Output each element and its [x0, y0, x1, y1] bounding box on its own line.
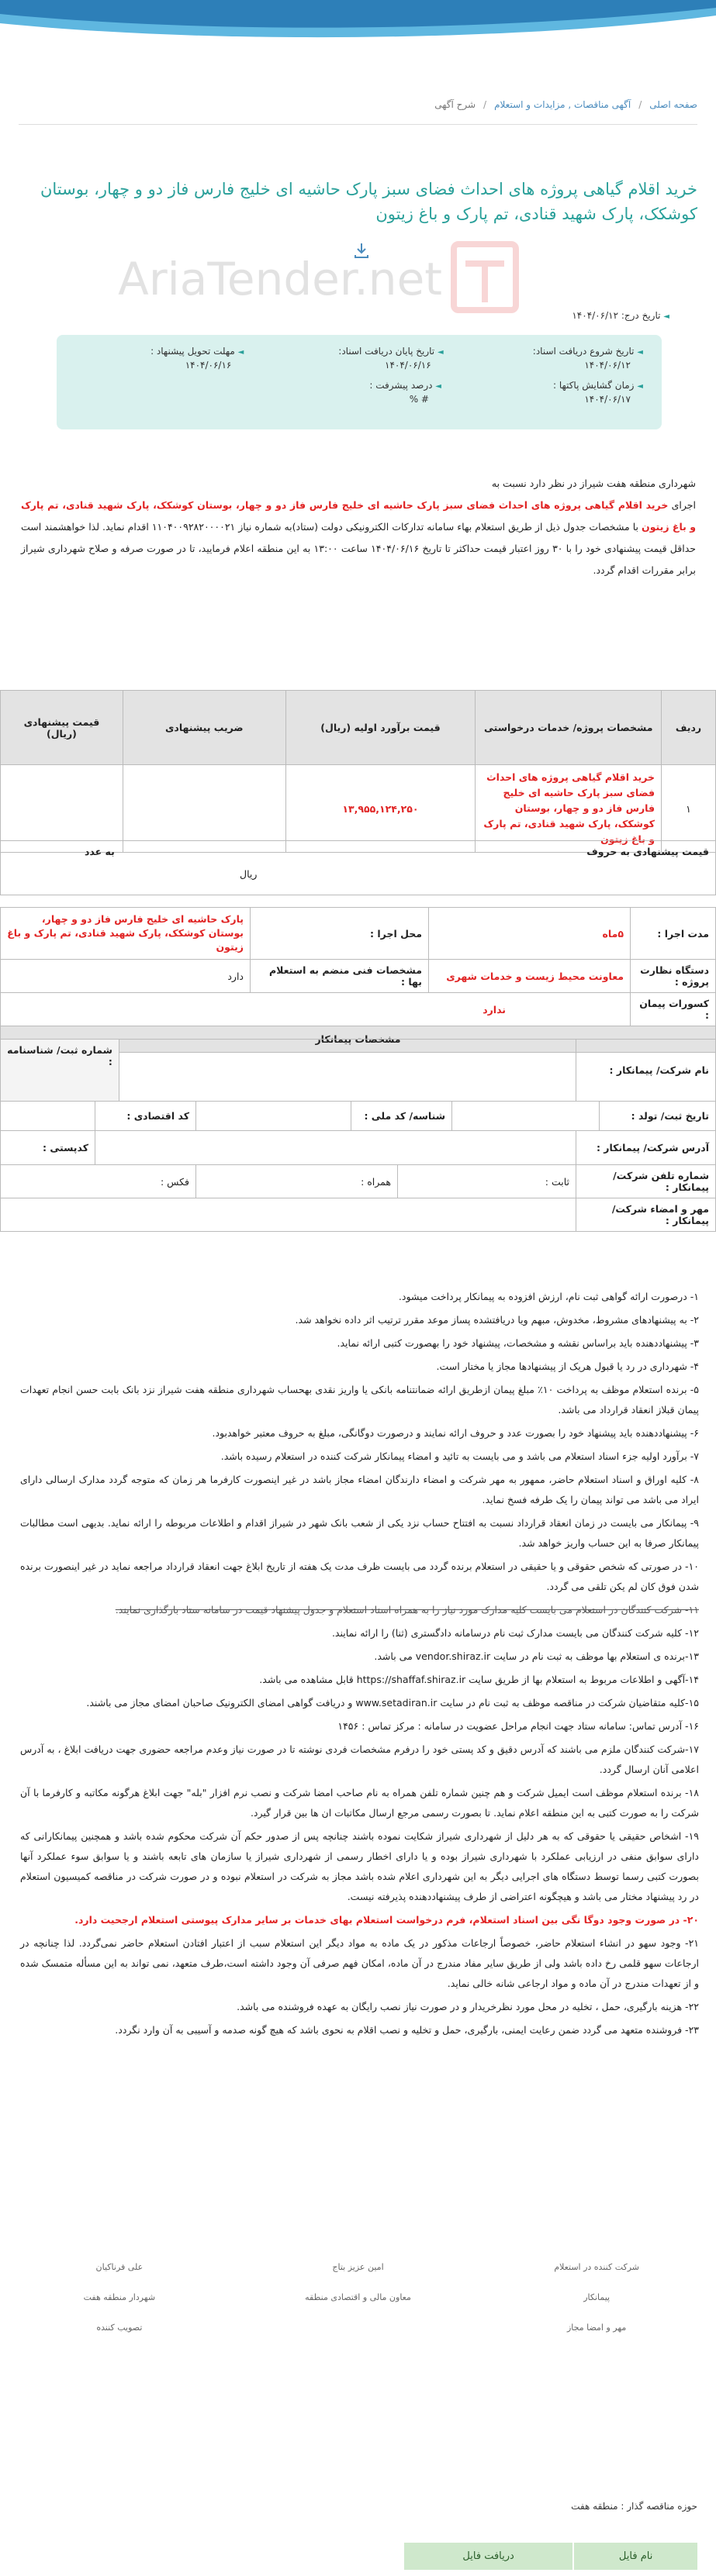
signature-label: تصویب کننده: [96, 2323, 143, 2333]
company-name-label: نام شرکت/ پیمانکار :: [576, 1040, 716, 1102]
condition-item: ۱- درصورت ارائه گواهی ثبت نام، ارزش افزوده به پیمانکار پرداخت میشود.: [398, 1291, 699, 1302]
progress-label: درصد پیشرفت :: [369, 380, 433, 391]
row-estimate: ۱۳,۹۵۵,۱۲۴,۲۵۰: [285, 765, 476, 853]
condition-item: ۱۷-شرکت کنندگان ملزم می باشند که آدرس دقیق و کد پستی خود را درفرم مشخصات فردی نوشته تا در صورت نیاز وعدم مراجعه حضوری جهت دریافت ابلاغ ، به آدرس اعلامی آنان ارسال گردد.: [20, 1743, 699, 1775]
col-index-header: ردیف: [662, 691, 716, 765]
breadcrumb-separator: /: [638, 99, 642, 110]
signature-label: [281, 2323, 436, 2333]
condition-item: ۱۴-آگهی و اطلاعات مربوط به استعلام بها از طریق سایت https://shaffaf.shiraz.ir قابل مشاهده می باشد.: [259, 1674, 699, 1685]
condition-item: ۵- برنده استعلام موظف به پرداخت ۱۰٪ مبلغ پیمان ازطریق ارائه ضمانتنامه بانکی یا واریز نقدی بهحساب شهرداری منطقه هفت شیراز نزد بانک بابت حسن انجام تعهدات پیمان قبلاز انعقاد قرارداد می باشد.: [20, 1384, 699, 1416]
header-wave: [0, 0, 716, 47]
condition-item: ۴- شهرداری در رد یا قبول هریک از پیشنهادها مجاز یا مختار است.: [436, 1360, 699, 1372]
reg-date-label: تاریخ ثبت/ تولد :: [600, 1102, 716, 1131]
condition-item: ۲۲- هزینه بارگیری، حمل ، تخلیه در محل مورد نظرخریدار و در صورت نیاز نصب رایگان به عهده فروشنده می باشد.: [237, 2001, 699, 2012]
breadcrumb: [19, 99, 697, 110]
mobile-cell[interactable]: [196, 1165, 398, 1198]
condition-item: ۱۵-کلیه متقاضیان شرکت در مناقصه موظف به ثبت نام در سایت www.setadiran.ir و دریافت گواهی امضای الکترونیک صاحبان امضای مجاز می باشند.: [86, 1697, 699, 1709]
signature-label: شرکت کننده در استعلام: [554, 2262, 640, 2272]
row-index: ۱: [662, 765, 716, 853]
row-coef-input[interactable]: [123, 765, 285, 853]
condition-item: ۲- به پیشنهادهای مشروط، مخدوش، مبهم ویا دریافتشده پساز موعد مقرر ترتیب اثر داده نخواهد شد.: [295, 1314, 699, 1326]
economic-code-label: کد اقتصادی :: [95, 1102, 196, 1131]
arrow-icon: ◄: [437, 348, 444, 357]
supervisor-value: معاونت محیط زیست و خدمات شهری: [429, 960, 631, 993]
download-icon[interactable]: [353, 242, 370, 259]
offer-words-table: [0, 840, 716, 895]
national-id-field[interactable]: [196, 1102, 351, 1131]
condition-item: ۱۲- کلیه شرکت کنندگان می بایست مدارک ثبت نام درسامانه دادگستری (ثنا) را ارائه نمایند.: [331, 1627, 699, 1639]
tender-zone: [571, 2501, 697, 2512]
offer-words-label: قیمت پیشنهادی به حروف: [586, 846, 709, 857]
company-name-field[interactable]: [119, 1040, 576, 1102]
progress-value: # %: [409, 394, 429, 405]
tech-specs-label: مشخصات فنی منضم به استعلام بها :: [251, 960, 429, 993]
tender-info-box: [57, 335, 662, 429]
col-coef-header: ضریب پیشنهادی: [123, 691, 285, 765]
fax-label: فکس :: [161, 1175, 189, 1188]
deadline-value: ۱۴۰۴/۰۶/۱۶: [185, 360, 232, 371]
intro-line-1: شهرداری منطقه هفت شیراز در نظر دارد نسبت به: [491, 478, 696, 489]
offer-number-label: به عدد: [85, 846, 115, 857]
condition-item: ۱۳-برنده ی استعلام بها موظف به ثبت نام در سایت vendor.shiraz.ir می باشد.: [374, 1650, 699, 1662]
condition-item: ۱۱- شرکت کنندگان در استعلام می بایست کلیه مدارک مورد نیاز را به همراه اسناد استعلام و جدول پیشنهاد قیمت در سامانه ستاد بارگذاری نمایند.: [115, 1604, 699, 1616]
arrow-icon: ◄: [237, 348, 244, 357]
signature-label: مهر و امضا مجاز: [567, 2323, 627, 2333]
signature-label: شهردار منطقه هفت: [83, 2292, 156, 2302]
arrow-icon: ◄: [435, 382, 441, 391]
conditions-list: [20, 1287, 699, 2043]
end-date-value: ۱۴۰۴/۰۶/۱۶: [385, 360, 431, 371]
economic-code-field[interactable]: [1, 1102, 95, 1131]
row-desc: خرید اقلام گیاهی پروژه های احداث فضای سبز پارک حاشیه ای خلیج فارس فاز دو و چهار، بوستان کوشکک، پارک شهید قنادی، تم پارک و باغ زیتون: [476, 765, 662, 853]
files-table: [403, 2543, 697, 2570]
start-date-value: ۱۴۰۴/۰۶/۱۲: [584, 360, 631, 371]
file-download-header: دریافت فایل: [403, 2543, 573, 2570]
start-date-label: تاریخ شروع دریافت اسناد:: [532, 346, 635, 357]
phone-table: [0, 1164, 716, 1232]
intro-project-name: خرید اقلام گیاهی پروژه های احداث فضای سبز پارک حاشیه ای خلیج فارس فاز دو و چهار، بوستان کوشکک، پارک شهید قنادی، تم پارک و باغ زیتون: [21, 499, 697, 533]
opening-date-value: ۱۴۰۴/۰۶/۱۷: [584, 394, 631, 405]
condition-item: ۹- پیمانکار می بایست در زمان انعقاد قرارداد نسبت به افتتاح حساب نزد یکی از شعب بانک شهر در شیراز اقدام و اطلاعات مربوطه را ارائه نماید. بدیهی است مطالبات پیمانکار صرفا به این حساب واریز خواهد شد.: [20, 1517, 699, 1549]
condition-item: ۶- پیشنهاددهنده باید پیشنهاد خود را بصورت عدد و حروف ارائه نمایند و درصورت دوگانگی، مبلغ به حروف معتبر خواهدبود.: [212, 1427, 699, 1439]
address-label: آدرس شرکت/ پیمانکار :: [576, 1131, 716, 1165]
deductions-value: ندارد: [1, 993, 631, 1026]
project-details-table: [0, 907, 716, 1053]
breadcrumb-home[interactable]: صفحه اصلی: [649, 99, 697, 110]
condition-item: ۱۰- در صورتی که شخص حقوقی و یا حقیقی در استعلام برنده گردد می بایست ظرف مدت یک هفته از تاریخ ابلاغ جهت انعقاد قرارداد مراجعه نماید در غیر اینصورت برنده شدن فوق کان لم یکن تلقی می گردد.: [20, 1560, 699, 1592]
intro-paragraph: [21, 495, 696, 581]
watermark-text: AriaTender.net: [118, 253, 442, 305]
contractor-table: [0, 1039, 716, 1102]
duration-value: ۵ماه: [429, 908, 631, 960]
location-value: پارک حاشیه ای خلیج فارس فاز دو و چهار، بوستان کوشکک، پارک شهید قنادی، تم پارک و باغ زیتون: [1, 908, 251, 960]
condition-item: ۱۶- آدرس تماس: سامانه ستاد جهت انجام مراحل عضویت در سامانه : مرکز تماس : ۱۴۵۶: [337, 1720, 699, 1732]
address-table: [0, 1130, 716, 1165]
fixed-phone-label: ثابت :: [545, 1175, 569, 1188]
file-name-header: نام فایل: [573, 2543, 697, 2570]
arrow-icon: ◄: [637, 382, 643, 391]
contractor-section-header: مشخصات پیمانکار: [1, 1026, 716, 1053]
opening-date-label: زمان گشایش پاکتها :: [553, 380, 635, 391]
tech-specs-value: دارد: [1, 960, 251, 993]
address-field[interactable]: [95, 1131, 576, 1165]
condition-item: ۸- کلیه اوراق و اسناد استعلام حاضر، ممهور به مهر شرکت و امضاء دارندگان امضاء مجاز باشد در غیر اینصورت کارفرما هر زمان که متوجه گردد مدارک ارسالی دارای ایراد می باشد می تواند پیمان را یک طرفه فسخ نماید.: [20, 1474, 699, 1505]
breadcrumb-tenders[interactable]: آگهی مناقصات , مزایدات و استعلام: [494, 99, 631, 110]
col-estimate-header: قیمت برآورد اولیه (ریال): [285, 691, 476, 765]
zone-label: حوزه مناقصه گذار :: [621, 2501, 697, 2512]
deductions-label: کسورات پیمان :: [631, 993, 716, 1026]
contractor-ids-table: [0, 1101, 716, 1131]
issue-date: [572, 310, 669, 321]
row-offer-input[interactable]: [1, 765, 123, 853]
price-table: [0, 690, 716, 853]
signature-label: معاون مالی و اقتصادی منطقه: [305, 2292, 411, 2302]
breadcrumb-separator: /: [483, 99, 487, 110]
reg-date-field[interactable]: [452, 1102, 600, 1131]
intro-text: [21, 473, 696, 581]
col-desc-header: مشخصات پروژه/ خدمات درخواستی: [476, 691, 662, 765]
signature-label: علی فرناکیان: [95, 2262, 144, 2272]
fixed-phone-cell[interactable]: [398, 1165, 576, 1198]
end-date-label: تاریخ پایان دریافت اسناد:: [338, 346, 435, 357]
intro-body: با مشخصات جدول ذیل از طریق استعلام بهاء سامانه تدارکات الکترونیکی دولت (ستاد)به شماره نیاز ۱۱۰۴۰۰۹۲۸۲۰۰۰۰۲۱ اقدام نماید. لذا خواهشمند است حداقل قیمت پیشنهادی خود را با ۳۰ روز اعتبار قیمت حداکثر تا تاریخ ۱۴۰۴/۰۶/۱۶ ساعت ۱۳:۰۰ به این منطقه اعلام فرمایید، تا در صورت صرفه و صلاح شهرداری شیراز برابر مقررات اقدام گردد.: [21, 521, 696, 576]
duration-label: مدت اجرا :: [631, 908, 716, 960]
condition-item: ۱۸- برنده استعلام موظف است ایمیل شرکت و هم چنین شماره تلفن همراه به نام صاحب امضا شرکت و نصب نرم افزار "بله" جهت ابلاغ هرگونه مکاتبه و کارفرما با آن شرکت را به صورت کتبی به این منطقه اعلام نماید. تا بصورت رسمی مرجع ارسال مکاتبات ان ها بین قرار گیرد.: [20, 1787, 699, 1819]
mobile-label: همراه :: [361, 1175, 391, 1188]
seal-field[interactable]: [1, 1198, 576, 1232]
issue-date-value: ۱۴۰۴/۰۶/۱۲: [572, 310, 619, 321]
signature-label: پیمانکار: [583, 2292, 611, 2302]
phone-label: شماره تلفن شرکت/ پیمانکار :: [576, 1165, 716, 1198]
breadcrumb-current: شرح آگهی: [434, 99, 476, 110]
condition-item: ۷- برآورد اولیه جزء اسناد استعلام می باشد و می بایست به تائید و امضاء پیمانکار شرکت کننده در استعلام رسیده باشد.: [220, 1450, 699, 1462]
watermark-logo: [101, 233, 566, 318]
table-row: [1, 765, 716, 853]
arrow-icon: ◄: [663, 312, 669, 321]
registration-label: شماره ثبت/ شناسنامه :: [1, 1040, 119, 1102]
fax-cell[interactable]: [1, 1165, 196, 1198]
page-title: خرید اقلام گیاهی پروژه های احداث فضای سبز پارک حاشیه ای خلیج فارس فاز دو و چهار، بوستان کوشکک، پارک شهید قنادی، تم پارک و باغ زیتون: [40, 180, 697, 223]
intro-pre: اجرای: [668, 499, 696, 511]
signature-label: امین عزیز بتاج: [332, 2262, 384, 2272]
rial-label: ریال: [240, 868, 258, 880]
divider: [19, 124, 697, 125]
condition-item: ۲۰- در صورت وجود دوگا نگی بین اسناد استعلام، فرم درخواست استعلام بهای خدمات بر سایر مدارک پیوستی استعلام ارجحیت دارد.: [74, 1914, 699, 1926]
seal-label: مهر و امضاء شرکت/ پیمانکار :: [576, 1198, 716, 1232]
issue-date-label: تاریخ درج:: [621, 310, 661, 321]
national-id-label: شناسه/ کد ملی :: [351, 1102, 452, 1131]
condition-item: ۱۹- اشخاص حقیقی یا حقوقی که به هر دلیل از شهرداری شیراز شکایت نموده باشند چنانچه پس از صدور حکم آن شرکت محکوم شده باشد و همچنین پیمانکارانی که دارای سوابق منفی در ارزیابی عملکرد با شهرداری شیراز بوده و یا دارای اخطار رسمی از شهرداری شیراز یا سازمان های تابعه باشند و یا سوابق سوء عملکرد آنها بصورت کتبی رسما توسط دستگاه های اجرایی دیگر به این شهرداری اعلام شده باشد مجاز به شرکت در استعلام نبوده و در صورت شرکت در مناقصه کمیسیون استعلام در رد پیشنهاد مختار می باشد و هیچگونه اعتراضی از طرف پیشنهاددهنده پذیرفته نیست.: [20, 1830, 699, 1902]
condition-item: ۳- پیشنهاددهنده باید براساس نقشه و مشخصات، پیشنهاد خود را بهصورت کتبی ارائه نماید.: [337, 1337, 699, 1349]
deadline-label: مهلت تحویل پیشنهاد :: [150, 346, 235, 357]
condition-item: ۲۱- وجود سهو در انشاء استعلام حاضر، خصوصاً ارجاعات مذکور در یک ماده به مواد دیگر این استعلام سبب از اعتبار افتادن استعلام حاضر نمی‌گردد. لذا چنانچه در ارجاعات سهو قلمی رخ داده باشد ولی از طریق سایر مفاد مندرج در آن ماده، امکان فهم صرفی آن وجود داشته است،طرف متعهد، نمی تواند به این مسأله متمسک شده و از تعهدات مندرج در آن ماده و مواد ارجاعی شانه خالی نماید.: [20, 1937, 699, 1989]
condition-item: ۲۳- فروشنده متعهد می گردد ضمن رعایت ایمنی، بارگیری، حمل و تخلیه و نصب اقلام به نحوی باشد که هیچ گونه صدمه و آسیبی به آن وارد نگردد.: [115, 2024, 699, 2036]
signatures: [0, 2262, 716, 2433]
arrow-icon: ◄: [637, 348, 643, 357]
postal-code-label: کدپستی :: [1, 1131, 95, 1165]
offer-words-cell[interactable]: [1, 841, 716, 895]
location-label: محل اجرا :: [251, 908, 429, 960]
zone-value: منطقه هفت: [571, 2501, 618, 2512]
col-offer-header: قیمت پیشنهادی (ریال): [1, 691, 123, 765]
supervisor-label: دستگاه نظارت پروژه :: [631, 960, 716, 993]
